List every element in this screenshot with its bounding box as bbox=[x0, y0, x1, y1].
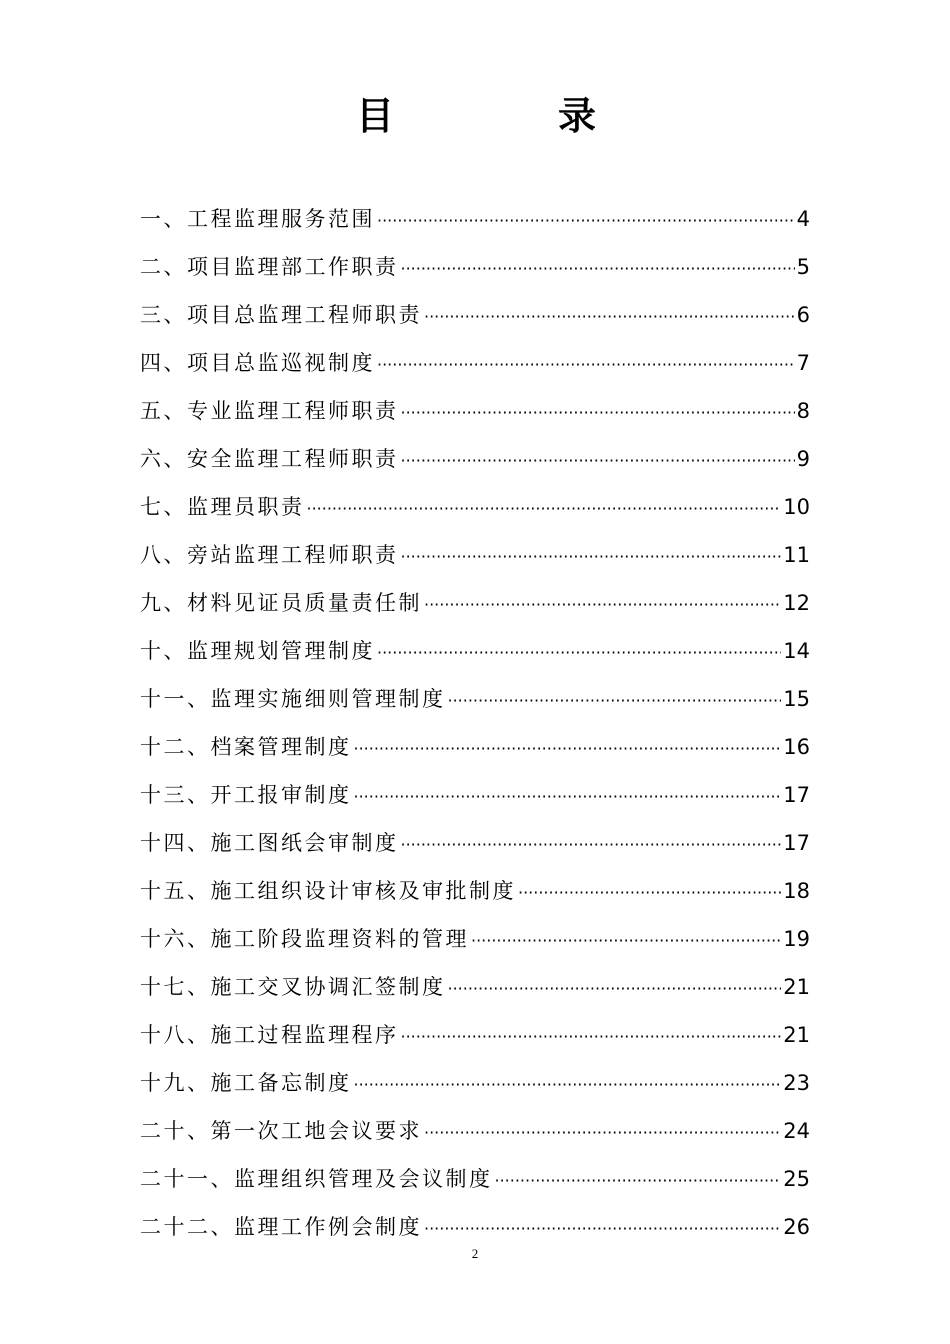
toc-entry-page[interactable]: 17 bbox=[783, 783, 810, 807]
toc-entry-page[interactable]: 10 bbox=[783, 495, 810, 519]
toc-entry-title[interactable]: 十、监理规划管理制度 bbox=[140, 639, 375, 663]
toc-entry[interactable] bbox=[140, 195, 810, 243]
toc-entry-title[interactable]: 二十二、监理工作例会制度 bbox=[140, 1215, 422, 1239]
toc-entry-title[interactable]: 八、旁站监理工程师职责 bbox=[140, 543, 399, 567]
toc-entry-page[interactable]: 4 bbox=[796, 207, 810, 231]
toc-entry[interactable] bbox=[140, 819, 810, 867]
toc-dot-leader bbox=[424, 581, 781, 629]
toc-dot-leader bbox=[354, 1061, 782, 1109]
toc-dot-leader bbox=[448, 965, 782, 1013]
toc-entry[interactable] bbox=[140, 531, 810, 579]
toc-entry-title[interactable]: 十一、监理实施细则管理制度 bbox=[140, 687, 446, 711]
toc-entry-page[interactable]: 11 bbox=[783, 543, 810, 567]
toc-entry[interactable] bbox=[140, 483, 810, 531]
toc-entry-title[interactable]: 十二、档案管理制度 bbox=[140, 735, 352, 759]
toc-entry-page[interactable]: 19 bbox=[783, 927, 810, 951]
toc-entry-title[interactable]: 四、项目总监巡视制度 bbox=[140, 351, 375, 375]
toc-entry[interactable] bbox=[140, 1203, 810, 1251]
toc-dot-leader bbox=[401, 437, 795, 485]
toc-entry-page[interactable]: 6 bbox=[796, 303, 810, 327]
toc-entry-title[interactable]: 十五、施工组织设计审核及审批制度 bbox=[140, 879, 516, 903]
toc-entry-page[interactable]: 14 bbox=[783, 639, 810, 663]
toc-entry-page[interactable]: 21 bbox=[783, 1023, 810, 1047]
toc-entry-title[interactable]: 九、材料见证员质量责任制 bbox=[140, 591, 422, 615]
toc-dot-leader bbox=[377, 197, 795, 245]
toc-entry[interactable] bbox=[140, 243, 810, 291]
toc-entry-title[interactable]: 六、安全监理工程师职责 bbox=[140, 447, 399, 471]
toc-entry-page[interactable]: 26 bbox=[783, 1215, 810, 1239]
toc-entry-page[interactable]: 17 bbox=[783, 831, 810, 855]
toc-entry[interactable] bbox=[140, 963, 810, 1011]
toc-entry-page[interactable]: 8 bbox=[796, 399, 810, 423]
toc-entry-page[interactable]: 7 bbox=[796, 351, 810, 375]
toc-entry-title[interactable]: 十四、施工图纸会审制度 bbox=[140, 831, 399, 855]
toc-dot-leader bbox=[424, 293, 795, 341]
toc-entry[interactable] bbox=[140, 387, 810, 435]
toc-entry[interactable] bbox=[140, 339, 810, 387]
document-title bbox=[0, 88, 950, 148]
toc-entry[interactable] bbox=[140, 579, 810, 627]
toc-entry-title[interactable]: 二、项目监理部工作职责 bbox=[140, 255, 399, 279]
toc-dot-leader bbox=[401, 533, 782, 581]
toc-entry-page[interactable]: 24 bbox=[783, 1119, 810, 1143]
toc-dot-leader bbox=[354, 725, 782, 773]
title-char-1: 目 bbox=[356, 93, 395, 138]
toc-entry-page[interactable]: 15 bbox=[783, 687, 810, 711]
table-of-contents bbox=[140, 195, 810, 1251]
toc-entry[interactable] bbox=[140, 915, 810, 963]
toc-dot-leader bbox=[518, 869, 781, 917]
toc-entry-title[interactable]: 十三、开工报审制度 bbox=[140, 783, 352, 807]
toc-entry-page[interactable]: 5 bbox=[796, 255, 810, 279]
toc-dot-leader bbox=[377, 341, 795, 389]
toc-entry-page[interactable]: 9 bbox=[796, 447, 810, 471]
toc-entry-title[interactable]: 二十一、监理组织管理及会议制度 bbox=[140, 1167, 493, 1191]
toc-entry-page[interactable]: 16 bbox=[783, 735, 810, 759]
toc-dot-leader bbox=[377, 629, 781, 677]
toc-entry[interactable] bbox=[140, 1059, 810, 1107]
toc-entry-title[interactable]: 五、专业监理工程师职责 bbox=[140, 399, 399, 423]
toc-dot-leader bbox=[401, 1013, 782, 1061]
toc-entry[interactable] bbox=[140, 435, 810, 483]
toc-dot-leader bbox=[401, 389, 795, 437]
toc-entry-page[interactable]: 18 bbox=[783, 879, 810, 903]
toc-entry[interactable] bbox=[140, 675, 810, 723]
toc-entry-title[interactable]: 十七、施工交叉协调汇签制度 bbox=[140, 975, 446, 999]
toc-entry-title[interactable]: 二十、第一次工地会议要求 bbox=[140, 1119, 422, 1143]
toc-entry-title[interactable]: 一、工程监理服务范围 bbox=[140, 207, 375, 231]
toc-entry[interactable] bbox=[140, 1155, 810, 1203]
toc-dot-leader bbox=[401, 821, 782, 869]
toc-entry[interactable] bbox=[140, 1011, 810, 1059]
toc-dot-leader bbox=[448, 677, 782, 725]
toc-entry-page[interactable]: 12 bbox=[783, 591, 810, 615]
toc-entry[interactable] bbox=[140, 867, 810, 915]
page-number: 2 bbox=[471, 1246, 479, 1261]
toc-entry-title[interactable]: 十九、施工备忘制度 bbox=[140, 1071, 352, 1095]
toc-entry-title[interactable]: 十六、施工阶段监理资料的管理 bbox=[140, 927, 469, 951]
toc-entry[interactable] bbox=[140, 771, 810, 819]
toc-entry[interactable] bbox=[140, 1107, 810, 1155]
toc-entry-page[interactable]: 23 bbox=[783, 1071, 810, 1095]
toc-dot-leader bbox=[354, 773, 782, 821]
toc-entry[interactable] bbox=[140, 723, 810, 771]
toc-entry-title[interactable]: 十八、施工过程监理程序 bbox=[140, 1023, 399, 1047]
toc-dot-leader bbox=[495, 1157, 782, 1205]
toc-dot-leader bbox=[424, 1109, 781, 1157]
toc-entry-page[interactable]: 21 bbox=[783, 975, 810, 999]
toc-entry-title[interactable]: 三、项目总监理工程师职责 bbox=[140, 303, 422, 327]
toc-entry-page[interactable]: 25 bbox=[783, 1167, 810, 1191]
toc-entry[interactable] bbox=[140, 291, 810, 339]
toc-entry-title[interactable]: 七、监理员职责 bbox=[140, 495, 305, 519]
toc-entry[interactable] bbox=[140, 627, 810, 675]
toc-dot-leader bbox=[401, 245, 795, 293]
toc-dot-leader bbox=[307, 485, 782, 533]
toc-dot-leader bbox=[471, 917, 781, 965]
title-char-2: 录 bbox=[558, 93, 597, 138]
